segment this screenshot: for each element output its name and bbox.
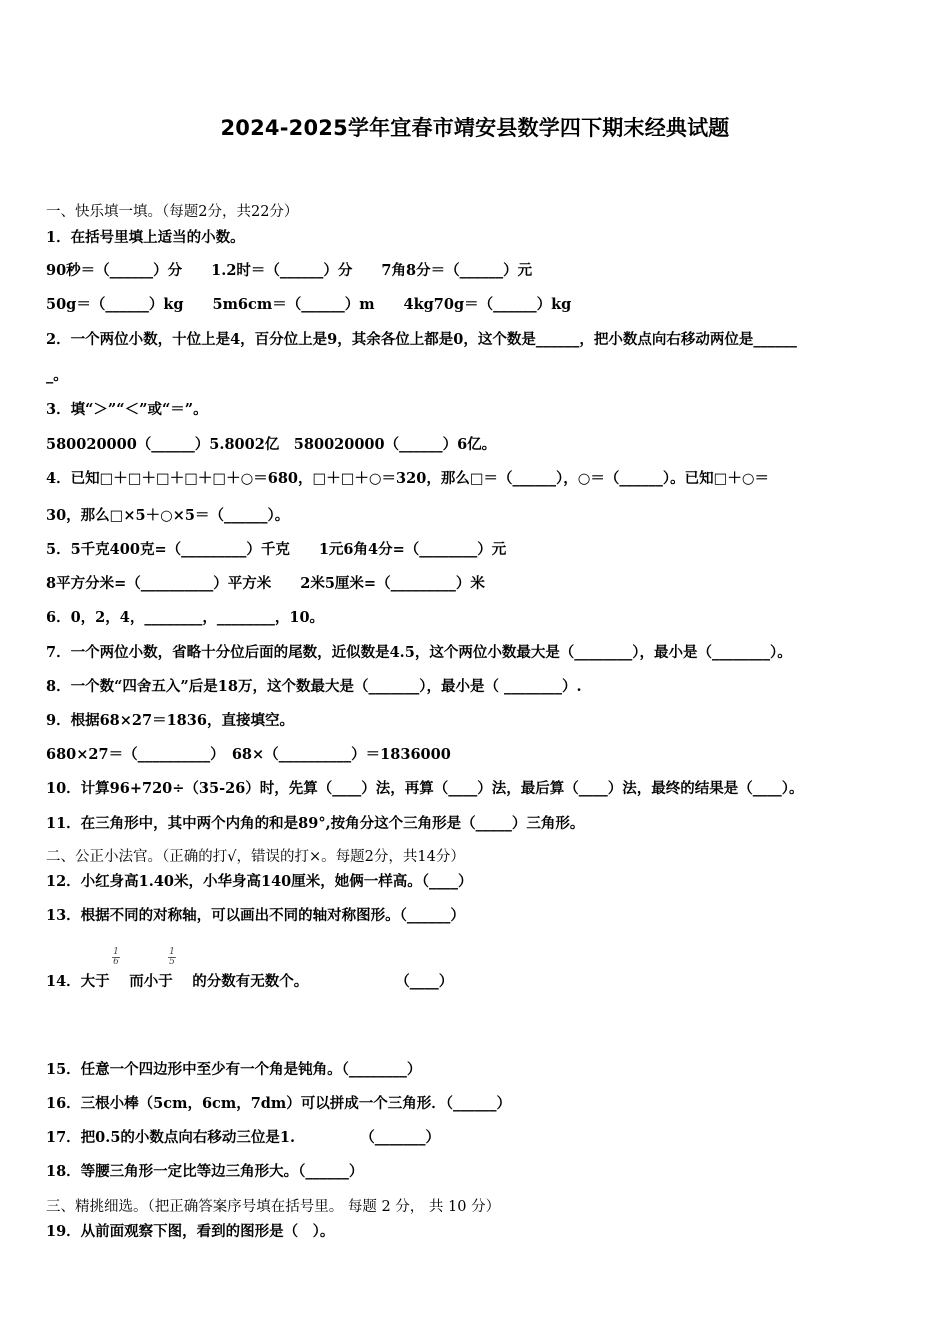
question-4-continued: 30，那么□×5＋○×5＝（______）。 (46, 507, 290, 524)
question-4: 4．已知□＋□＋□＋□＋□＋○＝680，□＋□＋○＝320，那么□＝（______），○＝（______）。已知□＋○＝ (46, 470, 770, 487)
question-2: 2．一个两位小数，十位上是4，百分位上是9，其余各位上都是0，这个数是______，把小数点向右移动两位是______ (46, 331, 797, 348)
section-2-heading: 二、公正小法官。（正确的打√，错误的打×。每题2分，共14分） (46, 849, 465, 865)
question-10: 10．计算96+720÷（35-26）时，先算（____）法，再算（____）法，最后算（____）法，最终的结果是（____）。 (46, 780, 804, 797)
page-title: 2024-2025学年宜春市靖安县数学四下期末经典试题 (220, 116, 730, 140)
question-14: 14．大于 而小于 的分数有无数个。 （____） (46, 973, 454, 990)
question-9-row: 680×27＝（__________） 68×（__________）＝1836000 (46, 746, 451, 763)
question-7: 7．一个两位小数，省略十分位后面的尾数，近似数是4.5，这个两位小数最大是（________），最小是（________）。 (46, 644, 792, 661)
fraction-numerator: 1 (113, 947, 119, 957)
question-8: 8．一个数“四舍五入”后是18万，这个数最大是（_______），最小是（ ________）. (46, 678, 582, 695)
fraction-numerator: 1 (169, 947, 175, 957)
question-19: 19．从前面观察下图，看到的图形是（ ）。 (46, 1223, 335, 1240)
fraction-one-sixth (112, 948, 120, 967)
question-11: 11．在三角形中，其中两个内角的和是89°,按角分这个三角形是（_____）三角形。 (46, 815, 585, 832)
question-9: 9．根据68×27＝1836，直接填空。 (46, 712, 294, 729)
question-5-row-2: 8平方分米=（__________）平方米 2米5厘米=（_________）米 (46, 575, 485, 592)
section-3-heading: 三、精挑细选。（把正确答案序号填在括号里。 每题 2 分， 共 10 分） (46, 1199, 501, 1215)
fraction-one-fifth (168, 948, 176, 967)
question-6: 6．0，2，4，________，________，10。 (46, 609, 325, 626)
question-2-continued: _。 (46, 367, 68, 384)
question-13: 13．根据不同的对称轴，可以画出不同的轴对称图形。（______） (46, 907, 465, 924)
question-1: 1．在括号里填上适当的小数。 (46, 229, 245, 246)
question-15: 15．任意一个四边形中至少有一个角是钝角。（________） (46, 1061, 422, 1078)
question-3: 3．填“＞”“＜”或“＝”。 (46, 401, 208, 418)
question-17: 17．把0.5的小数点向右移动三位是1. （_______） (46, 1129, 441, 1146)
question-12: 12．小红身高1.40米，小华身高140厘米，她俩一样高。（____） (46, 873, 473, 890)
question-18: 18．等腰三角形一定比等边三角形大。（______） (46, 1163, 364, 1180)
question-1-row-1: 90秒＝（______）分 1.2时＝（______）分 7角8分＝（______）元 (46, 262, 533, 279)
section-1-heading: 一、快乐填一填。（每题2分，共22分） (46, 204, 299, 220)
question-5-row-1: 5．5千克400克=（_________）千克 1元6角4分=（________）元 (46, 541, 507, 558)
question-16: 16．三根小棒（5cm，6cm，7dm）可以拼成一个三角形．（______） (46, 1095, 512, 1112)
fraction-denominator: 6 (113, 957, 119, 967)
question-1-row-2: 50g＝（______）kg 5m6cm＝（______）m 4kg70g＝（______）kg (46, 296, 572, 313)
fraction-denominator: 5 (169, 957, 175, 967)
question-3-row: 580020000（______）5.8002亿 580020000（______）6亿。 (46, 436, 497, 453)
